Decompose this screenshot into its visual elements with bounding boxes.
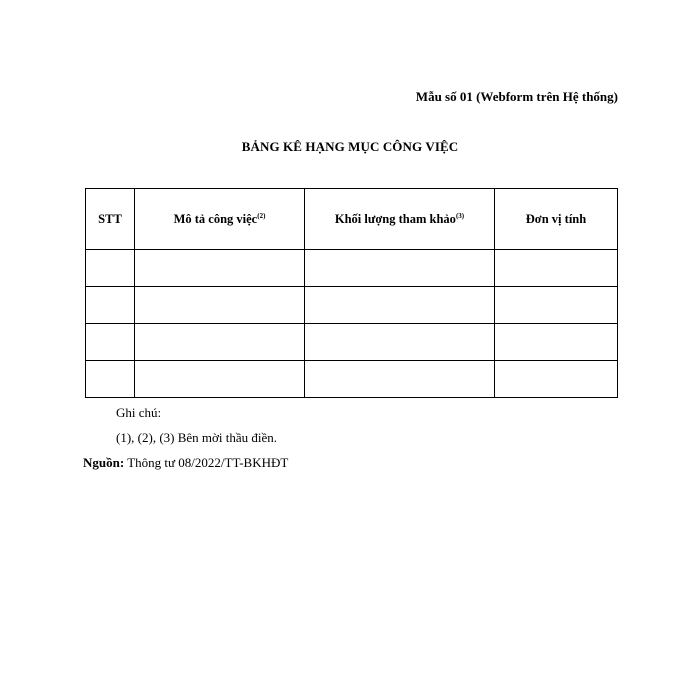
header-description-label: Mô tả công việc bbox=[173, 211, 258, 226]
cell-stt bbox=[86, 250, 135, 287]
cell-unit bbox=[495, 324, 618, 361]
cell-description bbox=[135, 287, 305, 324]
cell-quantity bbox=[305, 250, 495, 287]
header-description-note: (2) bbox=[257, 211, 266, 220]
header-quantity-label: Khối lượng tham khảo bbox=[334, 211, 456, 226]
cell-unit bbox=[495, 287, 618, 324]
cell-stt bbox=[86, 361, 135, 398]
work-items-table bbox=[85, 188, 618, 398]
source-line bbox=[83, 455, 288, 471]
table-row bbox=[86, 250, 618, 287]
header-quantity-note: (3) bbox=[455, 211, 465, 220]
cell-stt bbox=[86, 287, 135, 324]
table-row bbox=[86, 324, 618, 361]
cell-description bbox=[135, 324, 305, 361]
table-row bbox=[86, 361, 618, 398]
cell-unit bbox=[495, 361, 618, 398]
cell-quantity bbox=[305, 324, 495, 361]
table-row bbox=[86, 287, 618, 324]
cell-quantity bbox=[305, 361, 495, 398]
header-stt-label: STT bbox=[98, 211, 122, 226]
header-description bbox=[135, 189, 305, 250]
cell-description bbox=[135, 250, 305, 287]
notes-label: Ghi chú: bbox=[116, 405, 162, 420]
header-unit-label: Đơn vị tính bbox=[525, 211, 587, 226]
cell-description bbox=[135, 361, 305, 398]
table-header-row bbox=[86, 189, 618, 250]
source-label: Nguồn: bbox=[83, 455, 125, 470]
cell-stt bbox=[86, 324, 135, 361]
header-stt bbox=[86, 189, 135, 250]
header-unit bbox=[495, 189, 618, 250]
form-code: Mẫu số 01 (Webform trên Hệ thống) bbox=[415, 89, 618, 104]
source-text: Thông tư 08/2022/TT-BKHĐT bbox=[127, 455, 289, 470]
document-title: BẢNG KÊ HẠNG MỤC CÔNG VIỆC bbox=[241, 139, 459, 154]
cell-quantity bbox=[305, 287, 495, 324]
notes-text: (1), (2), (3) Bên mời thầu điền. bbox=[116, 430, 278, 445]
cell-unit bbox=[495, 250, 618, 287]
header-quantity bbox=[305, 189, 495, 250]
